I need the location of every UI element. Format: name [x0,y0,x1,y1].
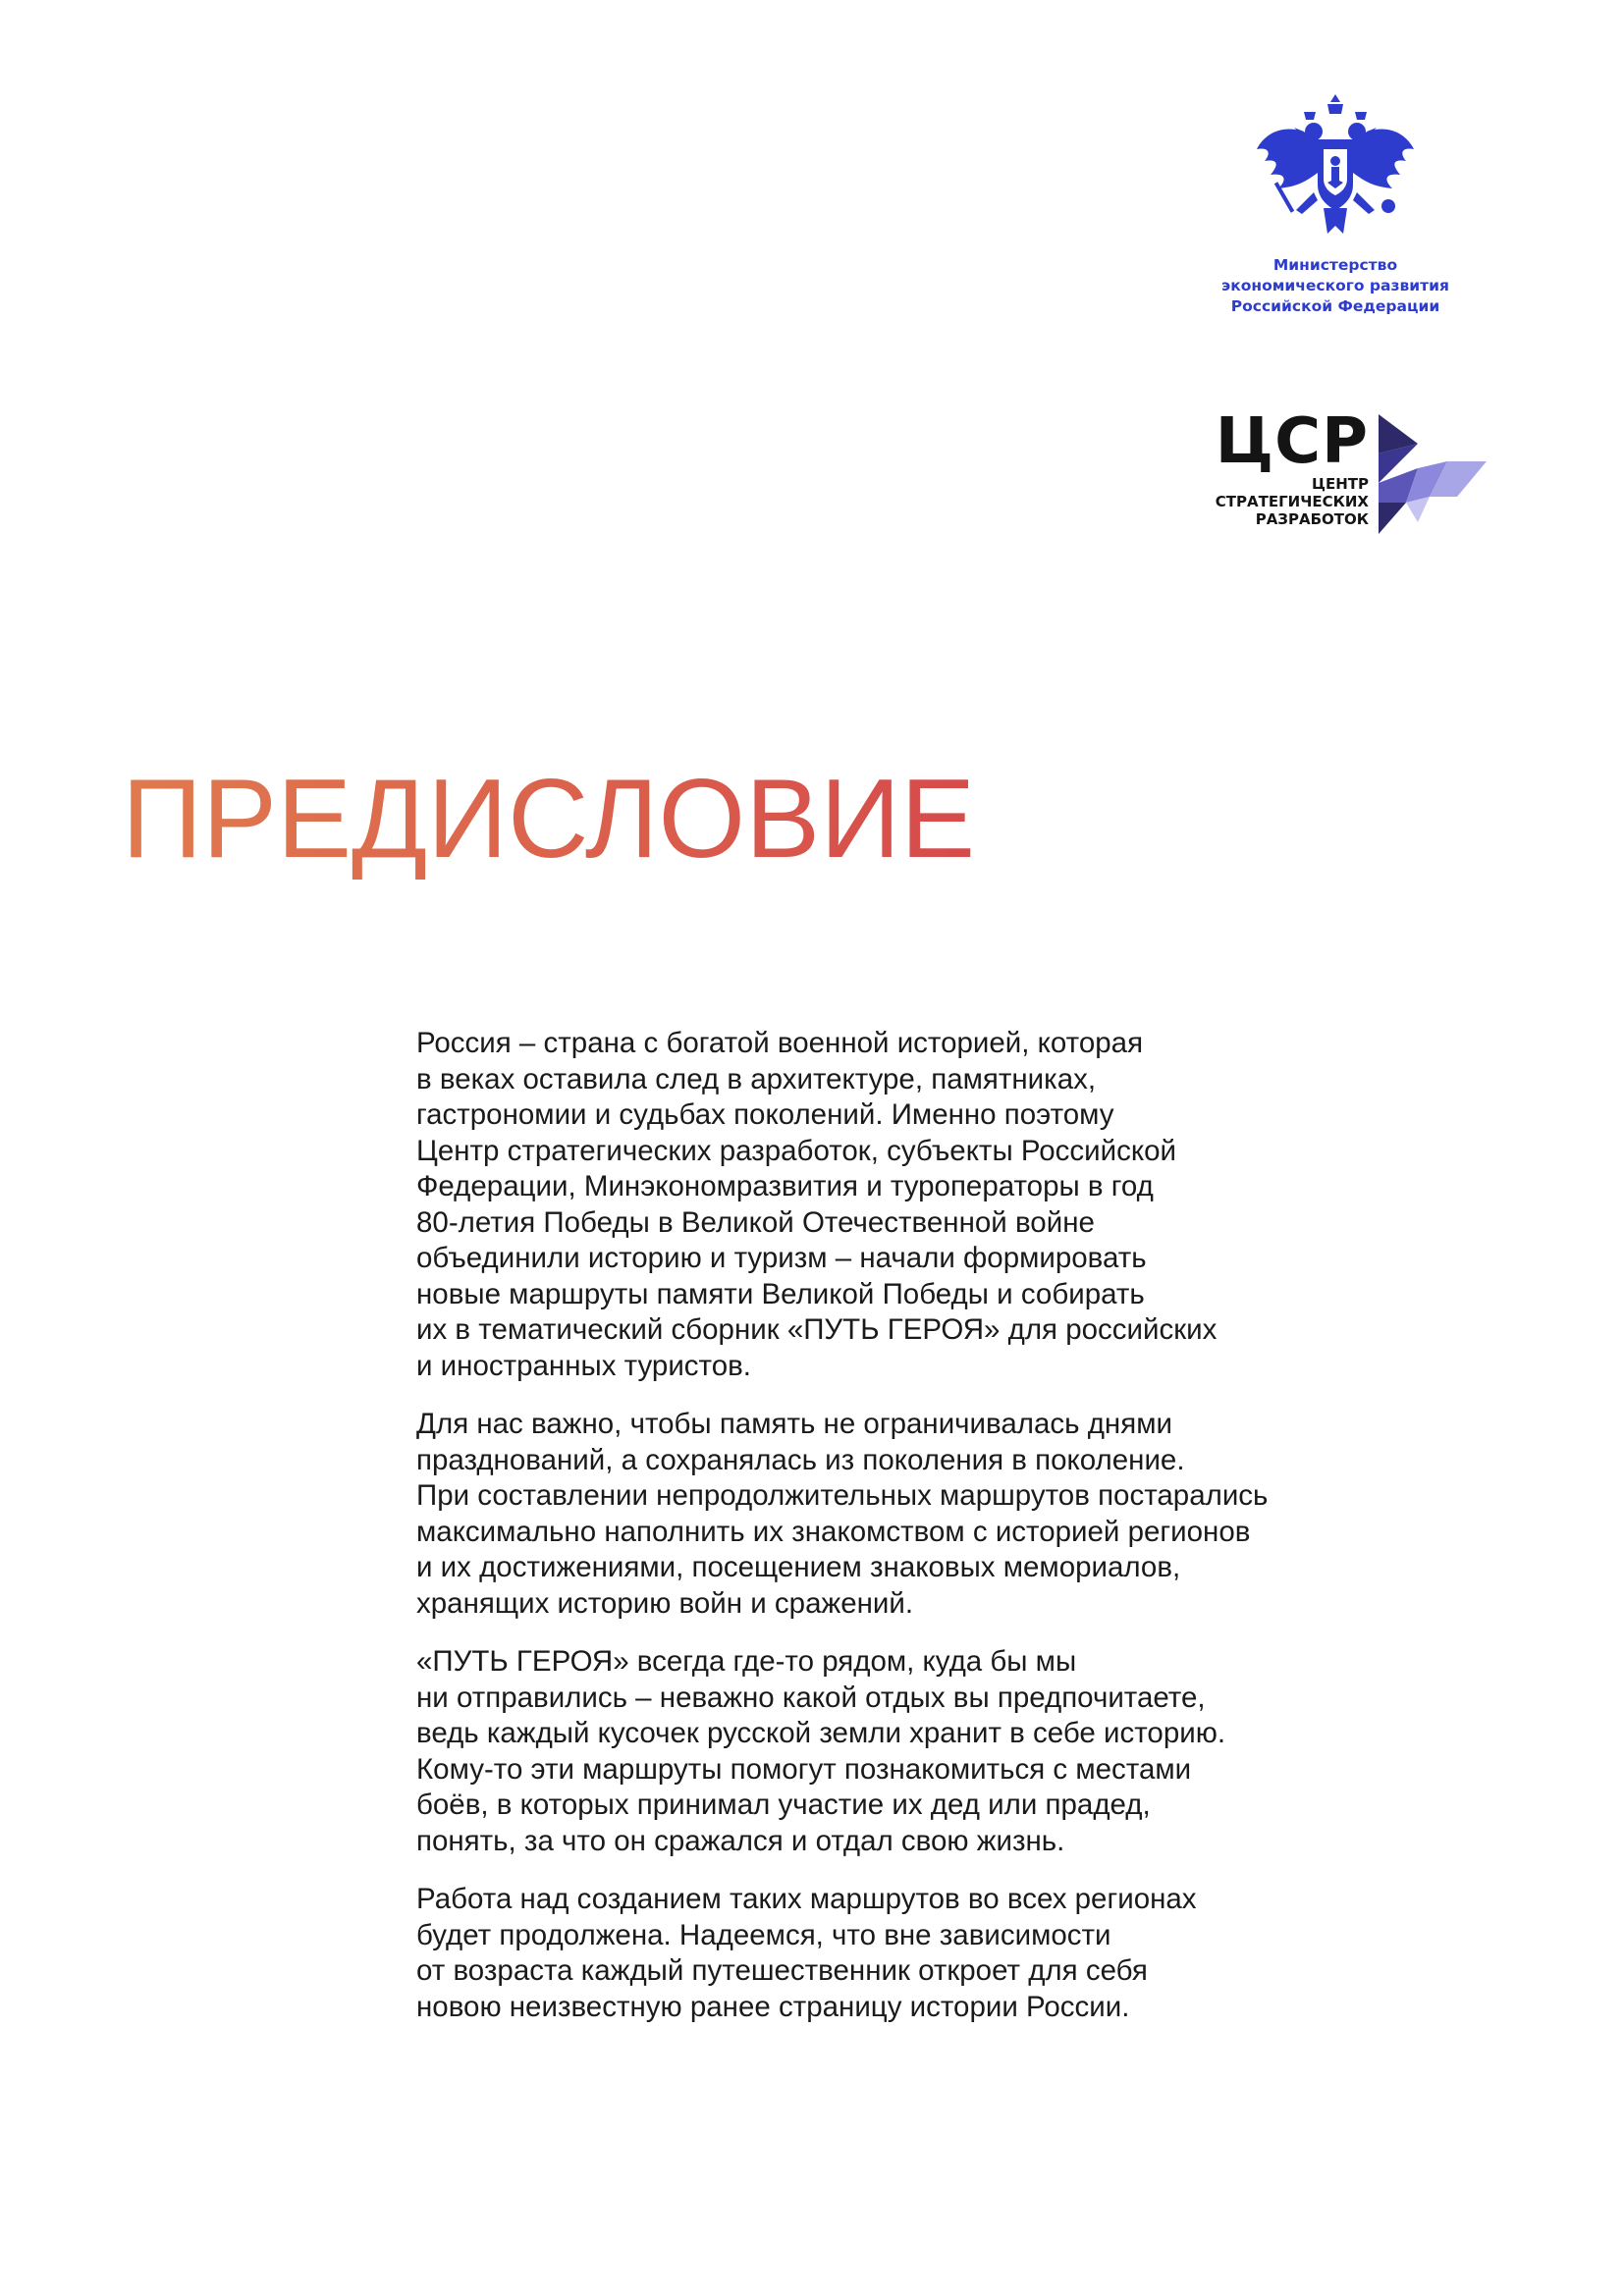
ministry-caption [1218,255,1453,317]
text-line: 80-летия Победы в Великой Отечественной войне [416,1205,1095,1239]
text-line: и их достижениями, посещением знаковых мемориалов, [416,1551,1181,1583]
csr-abbreviation: ЦСР [1215,405,1369,478]
text-line: их в тематический сборник «ПУТЬ ГЕРОЯ» для российских [416,1313,1218,1346]
text-line: «ПУТЬ ГЕРОЯ» всегда где-то рядом, куда бы мы [416,1645,1077,1678]
text-line: боёв, в которых принимал участие их дед или прадед, [416,1789,1151,1821]
text-line: Россия – страна с богатой военной историей, которая [416,1027,1144,1059]
text-line: будет продолжена. Надеемся, что вне зависимости [416,1918,1111,1951]
text-line: хранящих историю войн и сражений. [416,1586,914,1620]
text-line: в веках оставила след в архитектуре, памятниках, [416,1062,1097,1095]
ministry-caption-line: Российской Федерации [1230,297,1440,315]
text-line: празднований, а сохранялась из поколения в поколение. [416,1443,1185,1476]
text-line: от возраста каждый путешественник откроет для себя [416,1954,1148,1987]
text-line: Для нас важно, чтобы память не ограничивалась днями [416,1408,1172,1440]
text-line: гастрономии и судьбах поколений. Именно поэтому [416,1098,1114,1131]
text-line: новые маршруты памяти Великой Победы и собирать [416,1277,1145,1310]
paragraph [416,1407,1398,1622]
text-line: Кому-то эти маршруты помогут познакомиться с местами [416,1752,1192,1786]
text-line: Федерации, Минэкономразвития и туроператоры в год [416,1170,1154,1202]
page-title: ПРЕДИСЛОВИЕ [122,757,976,881]
paragraph [416,1644,1398,1859]
double-headed-eagle-emblem-icon [1253,90,1418,245]
text-line: объединили историю и туризм – начали формировать [416,1242,1147,1274]
text-line: При составлении непродолжительных маршрутов постарались [416,1479,1269,1512]
csr-full-name-line: СТРАТЕГИЧЕСКИХ [1215,493,1369,510]
chevron-arrows-mark-icon [1379,414,1487,534]
text-line: ведь каждый кусочек русской земли хранит в себе историю. [416,1717,1226,1749]
text-line: максимально наполнить их знакомством с историей регионов [416,1515,1251,1548]
csr-logo [1200,405,1494,536]
paragraph [416,1882,1398,2025]
ministry-caption-line: Министерство [1272,256,1398,274]
ministry-caption-line: экономического развития [1221,277,1449,294]
text-line: Центр стратегических разработок, субъекты Российской [416,1134,1176,1167]
csr-full-name-line: РАЗРАБОТОК [1255,510,1369,528]
csr-full-name [1216,475,1369,528]
csr-full-name-line: ЦЕНТР [1312,475,1369,493]
text-line: ни отправились – неважно какой отдых вы предпочитаете, [416,1681,1206,1714]
text-line: новою неизвестную ранее страницу истории России. [416,1990,1130,2023]
paragraph [416,1026,1398,1384]
ministry-logo [1218,90,1453,317]
foreword-body [416,1026,1398,2048]
text-line: Работа над созданием таких маршрутов во всех регионах [416,1883,1197,1915]
text-line: и иностранных туристов. [416,1349,752,1382]
text-line: понять, за что он сражался и отдал свою жизнь. [416,1824,1065,1857]
